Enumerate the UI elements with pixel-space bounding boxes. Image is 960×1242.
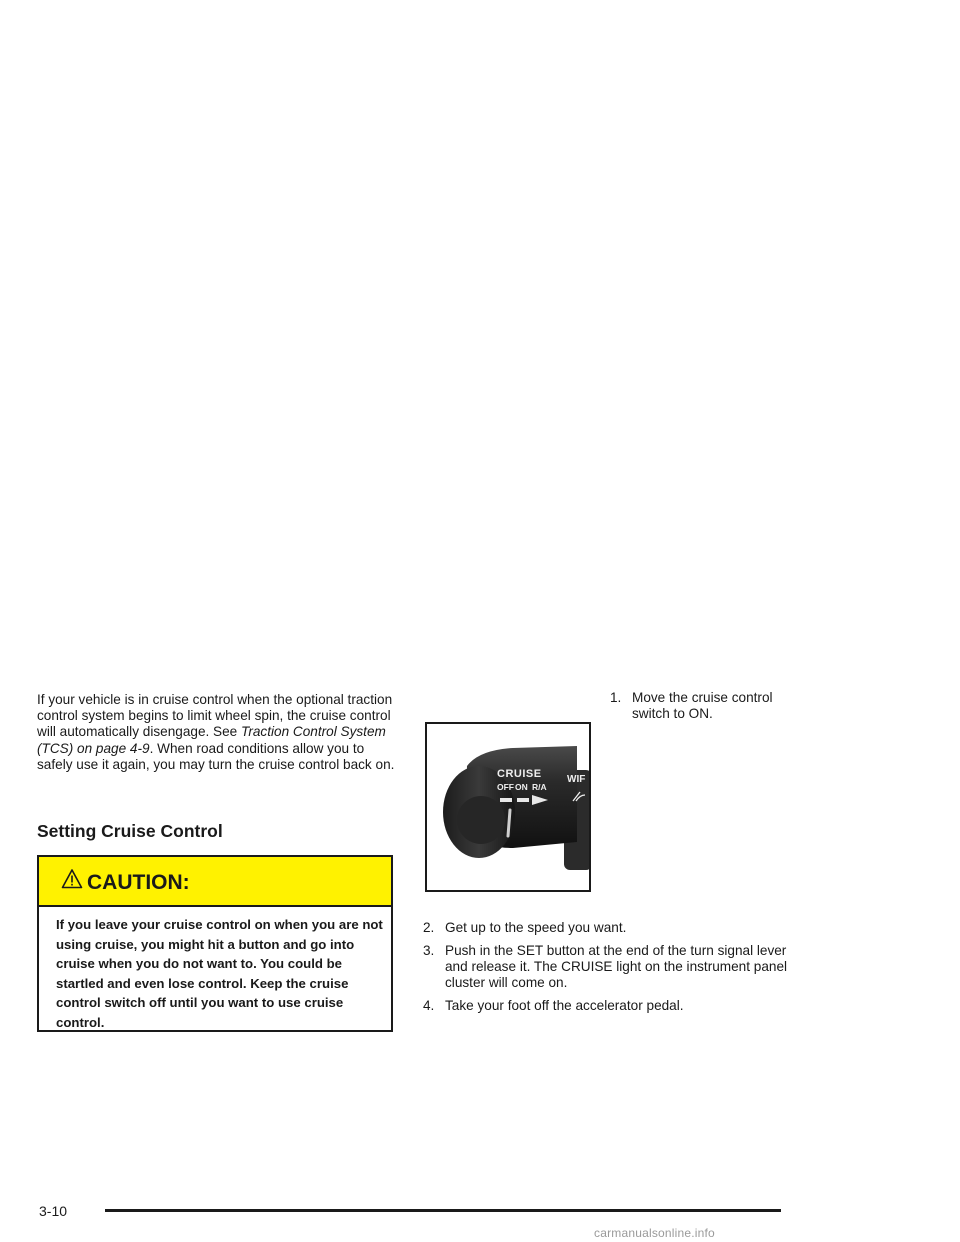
watermark: carmanualsonline.info <box>594 1226 715 1240</box>
step-number: 3. <box>423 943 435 958</box>
wiper-icon <box>572 790 586 802</box>
footer-rule <box>105 1209 781 1212</box>
step-text: Push in the SET button at the end of the turn signal lever and release it. The CRUISE light on the instrument panel cluster will come on. <box>445 943 788 990</box>
intro-paragraph <box>37 692 397 773</box>
step-text: Take your foot off the accelerator pedal. <box>445 998 684 1013</box>
step-text: Get up to the speed you want. <box>445 920 627 935</box>
list-item <box>423 943 803 993</box>
list-item <box>423 920 803 938</box>
caution-title: CAUTION: <box>87 871 190 894</box>
position-on-label: ON <box>515 782 528 792</box>
step-number: 1. <box>610 690 622 705</box>
list-item <box>423 998 803 1016</box>
section-heading: Setting Cruise Control <box>37 821 223 841</box>
position-off-label: OFF <box>497 782 514 792</box>
intro-text-part2: . When road conditions allow you to safely use it again, you may turn the cruise control back on. <box>37 740 395 772</box>
list-item <box>610 690 810 724</box>
tcs-cross-reference-link[interactable]: Traction Control System (TCS) on page 4-9 <box>37 724 386 756</box>
caution-body: If you leave your cruise control on when you are not using cruise, you might hit a button and go into cruise when you do not want to. You could be startled and even lose control. Keep the cruise control switch off until you want to use cruise control. <box>56 917 383 1030</box>
intro-text-part1: If your vehicle is in cruise control when the optional traction control system begins to limit wheel spin, the cruise control will automatically disengage. See <box>37 692 393 740</box>
wiper-stalk-label: WIF <box>567 774 586 785</box>
step-number: 4. <box>423 998 435 1013</box>
step-text: Move the cruise control switch to ON. <box>632 690 773 721</box>
position-ra-label: R/A <box>532 782 547 792</box>
page-number: 3-10 <box>39 1203 68 1219</box>
caution-box <box>37 855 393 1032</box>
warning-triangle-icon <box>61 868 83 890</box>
cruise-lever-label: CRUISE <box>497 768 542 780</box>
cruise-lever-illustration <box>427 724 589 890</box>
cruise-lever-figure <box>425 722 591 892</box>
caution-header <box>39 857 391 907</box>
step-number: 2. <box>423 920 435 935</box>
